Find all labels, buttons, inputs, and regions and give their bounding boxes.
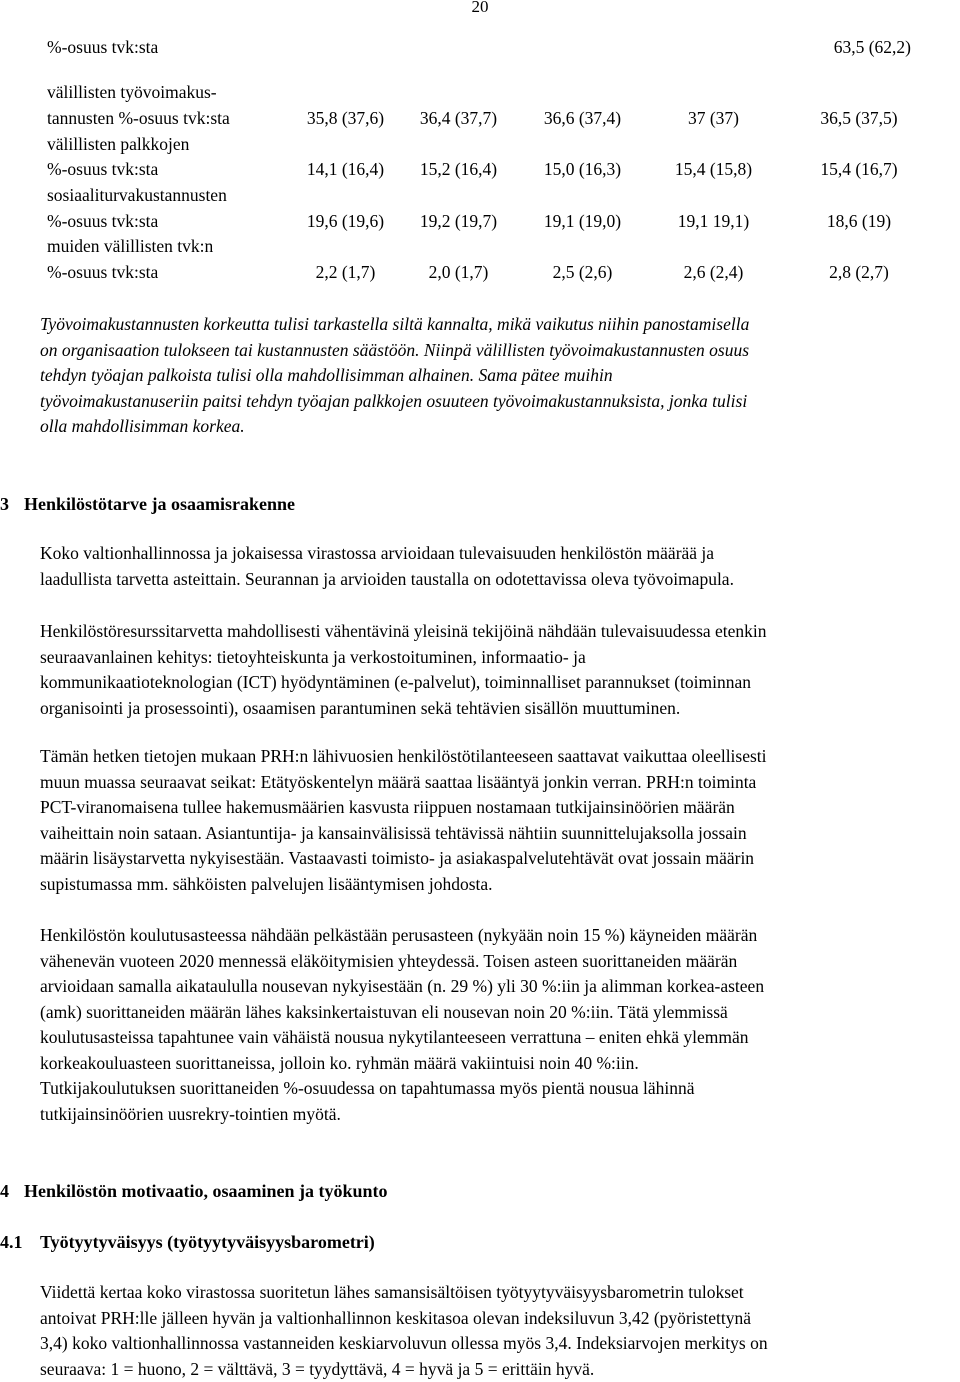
- text-line: korkeakouluasteen suorittaneissa, jolloin ko. ryhmän määrä vakiintuisi noin 40 %:iin.: [40, 1052, 639, 1073]
- text-line: tutkijainsinöörien uusrekry-tointien myötä.: [40, 1103, 341, 1124]
- text-line: supistumassa mm. sähköisten palvelujen lisääntymisen johdosta.: [40, 873, 493, 894]
- table-cell: 18,6 (19): [826, 211, 892, 231]
- text-line: Tämän hetken tietojen mukaan PRH:n lähivuosien henkilöstötilanteeseen saattavat vaikuttaa oleellisesti: [40, 746, 767, 766]
- section-number: 3: [0, 494, 9, 514]
- table-cell: 36,6 (37,4): [543, 108, 622, 128]
- text-line: Tutkijakoulutuksen suorittaneiden %-osuudessa on tapahtumassa myös pientä nousua lähinnä: [40, 1078, 695, 1098]
- text-line: organisointi ja prosessointi), osaamisen parantuminen sekä tehtävien sisällön muuttuminen.: [40, 697, 681, 718]
- table-cell: 36,5 (37,5): [820, 108, 898, 128]
- text-line: antoivat PRH:lle jälleen hyvän ja valtionhallinnon keskitasoa olevan indeksiluvun 3,42 (pyöristettynä: [40, 1307, 752, 1328]
- table-cell: 19,2 (19,7): [419, 211, 498, 231]
- text-line: PCT-viranomaisena tullee hakemusmäärien kasvusta riippuen nostamaan tutkijainsinöörien määrän: [40, 797, 735, 817]
- row-label-line-1: välillisten palkkojen: [47, 134, 190, 154]
- paragraph: [40, 923, 956, 1127]
- text-line: Työvoimakustannusten korkeutta tulisi tarkastella siltä kannalta, mikä vaikutus niihin panostamisella: [40, 314, 750, 334]
- text-line: seuraava: 1 = huono, 2 = välttävä, 3 = tyydyttävä, 4 = hyvä ja 5 = erittäin hyvä.: [40, 1358, 595, 1379]
- row-label-line-1: sosiaaliturvakustannusten: [47, 185, 227, 205]
- section-title: Henkilöstön motivaatio, osaaminen ja työkunto: [24, 1181, 388, 1201]
- text-line: Koko valtionhallinnossa ja jokaisessa virastossa arvioidaan tulevaisuuden henkilöstön määrää ja: [40, 543, 715, 563]
- text-line: määrin lisäystarvetta nykyisestään. Vastaavasti toimisto- ja asiakaspalvelutehtävät ovat jossain määrin: [40, 848, 755, 868]
- text-line: kommunikaatioteknologian (ICT) hyödyntäminen (e-palvelut), toiminnalliset parannukset (toiminnan: [40, 672, 752, 692]
- row-label-line-2: tannusten %-osuus tvk:sta: [47, 108, 230, 128]
- text-line: arvioidaan samalla aikataululla nousevan nykyisestään (n. 29 %) yli 30 %:iin ja alimman korkea-asteen: [40, 976, 765, 996]
- text-line: 3,4) koko valtionhallinnossa vastanneiden keskiarvoluvun ollessa myös 3,4. Indeksiarvojen merkitys on: [40, 1333, 768, 1353]
- text-line: muun muassa seuraavat seikat: Etätyöskentelyn määrä saattaa lisääntyä jonkin verran. PRH:n toiminta: [40, 771, 757, 792]
- table-cell: 14,1 (16,4): [306, 159, 385, 179]
- table-cell: 15,4 (15,8): [674, 159, 753, 179]
- section-title: Työtyytyväisyys (työtyytyväisyysbarometri): [40, 1232, 375, 1252]
- paragraph: [40, 744, 956, 897]
- table-cell: 2,6 (2,4): [683, 262, 744, 282]
- paragraph: [40, 619, 956, 721]
- total-row-value: 63,5 (62,2): [833, 37, 911, 57]
- table-cell: 19,1 (19,0): [543, 211, 622, 231]
- text-line: olla mahdollisimman korkea.: [40, 416, 245, 436]
- total-row-label: %-osuus tvk:sta: [47, 37, 159, 57]
- table-cell: 2,5 (2,6): [552, 262, 613, 282]
- table-cell: 15,4 (16,7): [820, 159, 898, 179]
- table-cell: 2,2 (1,7): [315, 262, 376, 282]
- page-number: 20: [471, 0, 489, 16]
- text-line: on organisaation tulokseen tai kustannusten säästöön. Niinpä välillisten työvoimakustannusten osuus: [40, 339, 750, 360]
- section-title: Henkilöstötarve ja osaamisrakenne: [24, 494, 295, 514]
- text-line: laadullista tarvetta asteittain. Seurannan ja arvioiden taustalla on odotettavissa oleva työvoimapula.: [40, 568, 734, 589]
- table-cell: 36,4 (37,7): [419, 108, 498, 128]
- section-4-heading: [0, 1179, 388, 1205]
- paragraph: [40, 1280, 956, 1382]
- row-label-line-2: %-osuus tvk:sta: [47, 211, 159, 231]
- section-number: 4.1: [0, 1232, 23, 1252]
- italic-paragraph: [40, 312, 956, 440]
- table-cell: 35,8 (37,6): [306, 108, 385, 128]
- section-4-1-heading: [0, 1230, 375, 1256]
- text-line: koulutusasteissa tapahtunee vain vähäistä nousua nykytilanteeseen verrattuna – eniten ehkä ylemmän: [40, 1027, 749, 1047]
- table-cell: 15,2 (16,4): [419, 159, 498, 179]
- text-line: työvoimakustanuseriin paitsi tehdyn työajan palkkojen osuuteen työvoimakustannuksista, jonka tulisi: [40, 390, 748, 411]
- text-line: Henkilöstöresurssitarvetta mahdollisesti vähentävinä yleisinä tekijöinä nähdään tulevaisuudessa etenkin: [40, 621, 767, 641]
- table-cell: 2,8 (2,7): [829, 262, 889, 282]
- text-line: vähenevän vuoteen 2020 mennessä eläköitymisien yhteydessä. Toisen asteen suorittaneiden määrän: [40, 950, 738, 971]
- row-label-line-1: välillisten työvoimakus-: [47, 82, 217, 102]
- table-cell: 19,1 19,1): [677, 211, 750, 231]
- text-line: seuraavanlainen kehitys: tietoyhteiskunta ja verkostoituminen, informaatio- ja: [40, 646, 586, 667]
- table-cell: 19,6 (19,6): [306, 211, 385, 231]
- text-line: Viidettä kertaa koko virastossa suoritetun lähes samansisältöisen työtyytyväisyysbarometrin tulokset: [40, 1282, 744, 1302]
- table-cell: 2,0 (1,7): [428, 262, 489, 282]
- section-3-heading: [0, 492, 295, 518]
- table-cell: 15,0 (16,3): [543, 159, 622, 179]
- paragraph: [40, 541, 956, 592]
- row-label-line-1: muiden välillisten tvk:n: [47, 236, 214, 256]
- text-line: Henkilöstön koulutusasteessa nähdään pelkästään perusasteen (nykyään noin 15 %) käyneiden määrän: [40, 925, 758, 945]
- text-line: vaiheittain noin sataan. Asiantuntija- ja kansainvälisissä tehtävissä nähtiin suunnittelujaksolla jossain: [40, 822, 747, 843]
- row-label-line-2: %-osuus tvk:sta: [47, 159, 159, 179]
- section-number: 4: [0, 1181, 9, 1201]
- text-line: (amk) suorittaneiden määrän lähes kaksinkertaistuvan eli nousevan noin 20 %:iin. Tätä ylemmissä: [40, 1001, 728, 1022]
- row-label-line-2: %-osuus tvk:sta: [47, 262, 159, 282]
- table-cell: 37 (37): [687, 108, 740, 128]
- text-line: tehdyn työajan palkoista tulisi olla mahdollisimman alhainen. Sama pätee muihin: [40, 365, 613, 385]
